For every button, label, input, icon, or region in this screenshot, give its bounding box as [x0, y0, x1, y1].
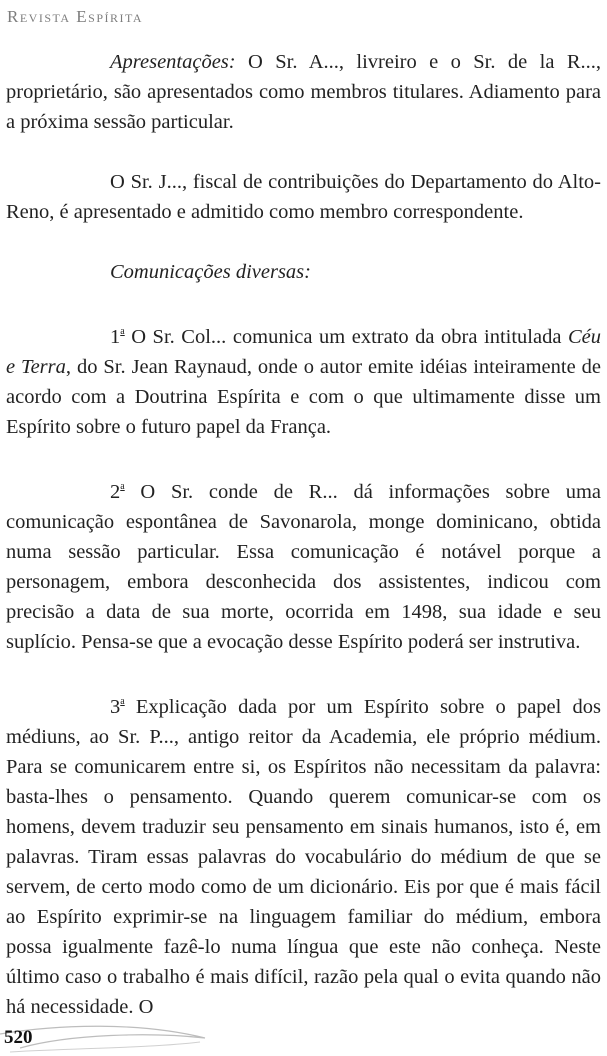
item-1-number: 1 [110, 326, 121, 348]
book-title: Céu e Terra [6, 326, 601, 378]
running-head: Revista Espírita [7, 7, 144, 26]
section-heading-text: Comunicações diversas: [110, 261, 311, 283]
item-3-ordinal: a [120, 696, 125, 707]
item-1-text-a: O Sr. Col... comunica um extrato da obra intitulada [124, 326, 568, 348]
presentations-text: O Sr. A..., livreiro e o Sr. de la R..., proprietário, são apresentados como membros titulares. Adiamento para a próxima sessão particular. [6, 51, 601, 133]
item-2-ordinal: a [120, 481, 125, 492]
item-3-number: 3 [110, 696, 121, 718]
item-1-text-b: , do Sr. Jean Raynaud, onde o autor emite idéias inteiramente de acordo com a Doutrina Espírita e com o que ultimamente disse um Espírito sobre o futuro papel da França. [6, 356, 601, 438]
item-3-text: Explicação dada por um Espírito sobre o papel dos médiuns, ao Sr. P..., antigo reitor da Academia, ele próprio médium. Para se comunicarem entre si, os Espíritos não necessitam da palavra: basta-lhes o pensamento. Quando querem comunicar-se com os homens, devem traduzir seu pensamento em sinais humanos, isto é, em palavras. Tiram essas palavras do vocabulário do médium de que se servem, de certo modo como de um dicionário. Eis por que é mais fácil ao Espírito exprimir-se na linguagem familiar do médium, embora possa igualmente fazê-lo numa língua que este não conheça. Neste último caso o trabalho é mais difícil, razão pela qual o evita quando não há necessidade. O [6, 696, 601, 1018]
item-2-text: O Sr. conde de R... dá informações sobre uma comunicação espontânea de Savonarola, monge dominicano, obtida numa sessão particular. Essa comunicação é notável porque a personagem, embora desconhecida dos assistentes, indicou com precisão a data de sua morte, ocorrida em 1498, sua idade e seu suplício. Pensa-se que a evocação desse Espírito poderá ser instrutiva. [6, 481, 601, 653]
presentations-label: Apresentações: [110, 51, 236, 73]
paragraph-item-2 [6, 472, 601, 657]
paragraph-item-1 [6, 317, 601, 442]
paragraph-item-3 [6, 687, 601, 1022]
body-text [6, 47, 601, 1022]
page-number: 520 [4, 1027, 33, 1048]
item-1-ordinal: a [120, 326, 125, 337]
item-2-number: 2 [110, 481, 121, 503]
paragraph-fiscal: O Sr. J..., fiscal de contribuições do Departamento do Alto-Reno, é apresentado e admitido como membro correspondente. [6, 171, 601, 223]
section-heading [6, 257, 601, 287]
paragraph-presentations [6, 47, 601, 137]
